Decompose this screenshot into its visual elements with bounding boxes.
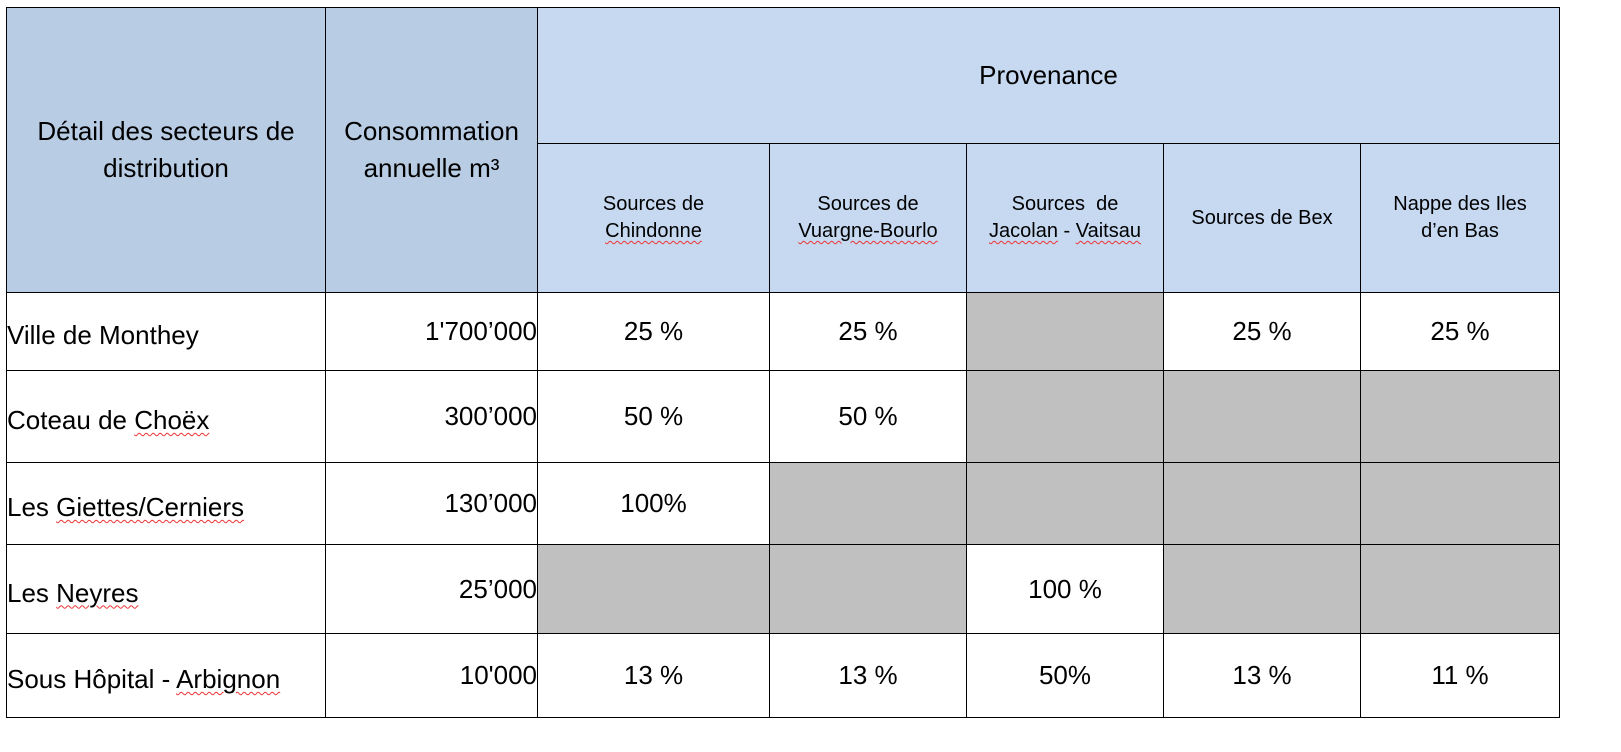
percentage-cell [1361,634,1560,718]
sector-label-text: Les [7,577,57,608]
table-row [7,371,1560,463]
header-source-vuargne-bourlo [770,144,967,293]
percentage-text: 13 % [623,660,684,690]
empty-cell [1361,371,1560,463]
source-label-line2: d’en Bas [1421,220,1499,242]
consumption-value [326,371,538,463]
empty-cell [967,463,1164,545]
percentage-cell [1164,293,1361,371]
table-body [7,293,1560,718]
percentage-text: 100% [620,488,687,518]
header-sector: Détail des secteurs de distribution [7,8,326,293]
consumption-value [326,545,538,634]
consumption-text: 10'000 [459,660,537,690]
source-label-line2: Chindonne [605,220,702,242]
empty-cell [1164,463,1361,545]
percentage-text: 25 % [1430,316,1490,346]
percentage-text: 50 % [838,401,898,431]
distribution-table [6,7,1560,718]
empty-cell [967,293,1164,371]
header-consumption: Consommation annuelle m³ [326,8,538,293]
sector-name [7,371,326,463]
percentage-cell [538,293,770,371]
percentage-cell [967,545,1164,634]
sector-label-text: Les [7,492,57,522]
percentage-cell [1361,293,1560,371]
sector-label [7,664,280,695]
source-label-line1: Sources de Bex [1191,206,1333,229]
source-label-line2: Vuargne-Bourlo [798,220,938,242]
header-source-nappe-iles [1361,144,1560,293]
percentage-text: 25 % [1232,316,1292,346]
header-source-bex [1164,144,1361,293]
sector-name [7,634,326,718]
sector-label-text: Ville de Monthey [7,320,199,350]
percentage-cell [770,293,967,371]
table-row [7,634,1560,718]
empty-cell [1164,371,1361,463]
sector-name [7,545,326,634]
sector-label-spellcheck: Arbignon [176,664,281,694]
consumption-text: 1'700’000 [425,316,537,346]
percentage-text: 25 % [623,316,684,346]
consumption-value [326,293,538,371]
table-row [7,293,1560,371]
percentage-text: 13 % [838,660,898,690]
empty-cell [770,463,967,545]
consumption-value [326,463,538,545]
percentage-cell [1164,634,1361,718]
sector-name [7,293,326,371]
percentage-text: 50 % [623,401,684,431]
sector-label-text: Sous Hôpital - [7,664,177,694]
source-label-line1: Sources de [817,193,919,215]
empty-cell [538,545,770,634]
source-label-jacolan: Jacolan [989,220,1058,242]
percentage-cell [538,634,770,718]
sector-label-text: Coteau de [7,405,135,435]
consumption-text: 130’000 [444,488,537,518]
percentage-text: 11 % [1431,660,1489,690]
header-source-chindonne [538,144,770,293]
empty-cell [1361,545,1560,634]
table-row [7,463,1560,545]
source-label-line1: Nappe des Iles [1393,193,1527,215]
percentage-text: 13 % [1232,660,1292,690]
consumption-text: 300’000 [444,401,537,431]
consumption-value [326,634,538,718]
percentage-text: 50% [1038,660,1092,690]
sector-label-spellcheck: Giettes/Cerniers [56,492,244,522]
sector-label [7,492,244,523]
empty-cell [1361,463,1560,545]
percentage-cell [538,371,770,463]
empty-cell [967,371,1164,463]
empty-cell [770,545,967,634]
source-label-dash: - [1057,220,1076,242]
sector-label [7,320,199,351]
sector-label-spellcheck: Neyres [56,577,139,608]
percentage-cell [770,371,967,463]
percentage-cell [538,463,770,545]
percentage-text: 25 % [838,316,898,346]
consumption-text: 25’000 [458,573,537,604]
percentage-text: 100 % [1028,573,1102,604]
percentage-cell [770,634,967,718]
sector-label-spellcheck: Choëx [134,405,210,435]
empty-cell [1164,545,1361,634]
sector-name [7,463,326,545]
sector-label [7,405,209,436]
sector-label [7,578,139,609]
source-label-line1: Sources de [602,193,705,215]
header-provenance: Provenance [538,8,1560,144]
header-source-jacolan-vaitsau [967,144,1164,293]
source-label-vaitsau: Vaitsau [1075,220,1141,242]
percentage-cell [967,634,1164,718]
source-label-line1: Sources de [1011,193,1119,215]
table-row [7,545,1560,634]
